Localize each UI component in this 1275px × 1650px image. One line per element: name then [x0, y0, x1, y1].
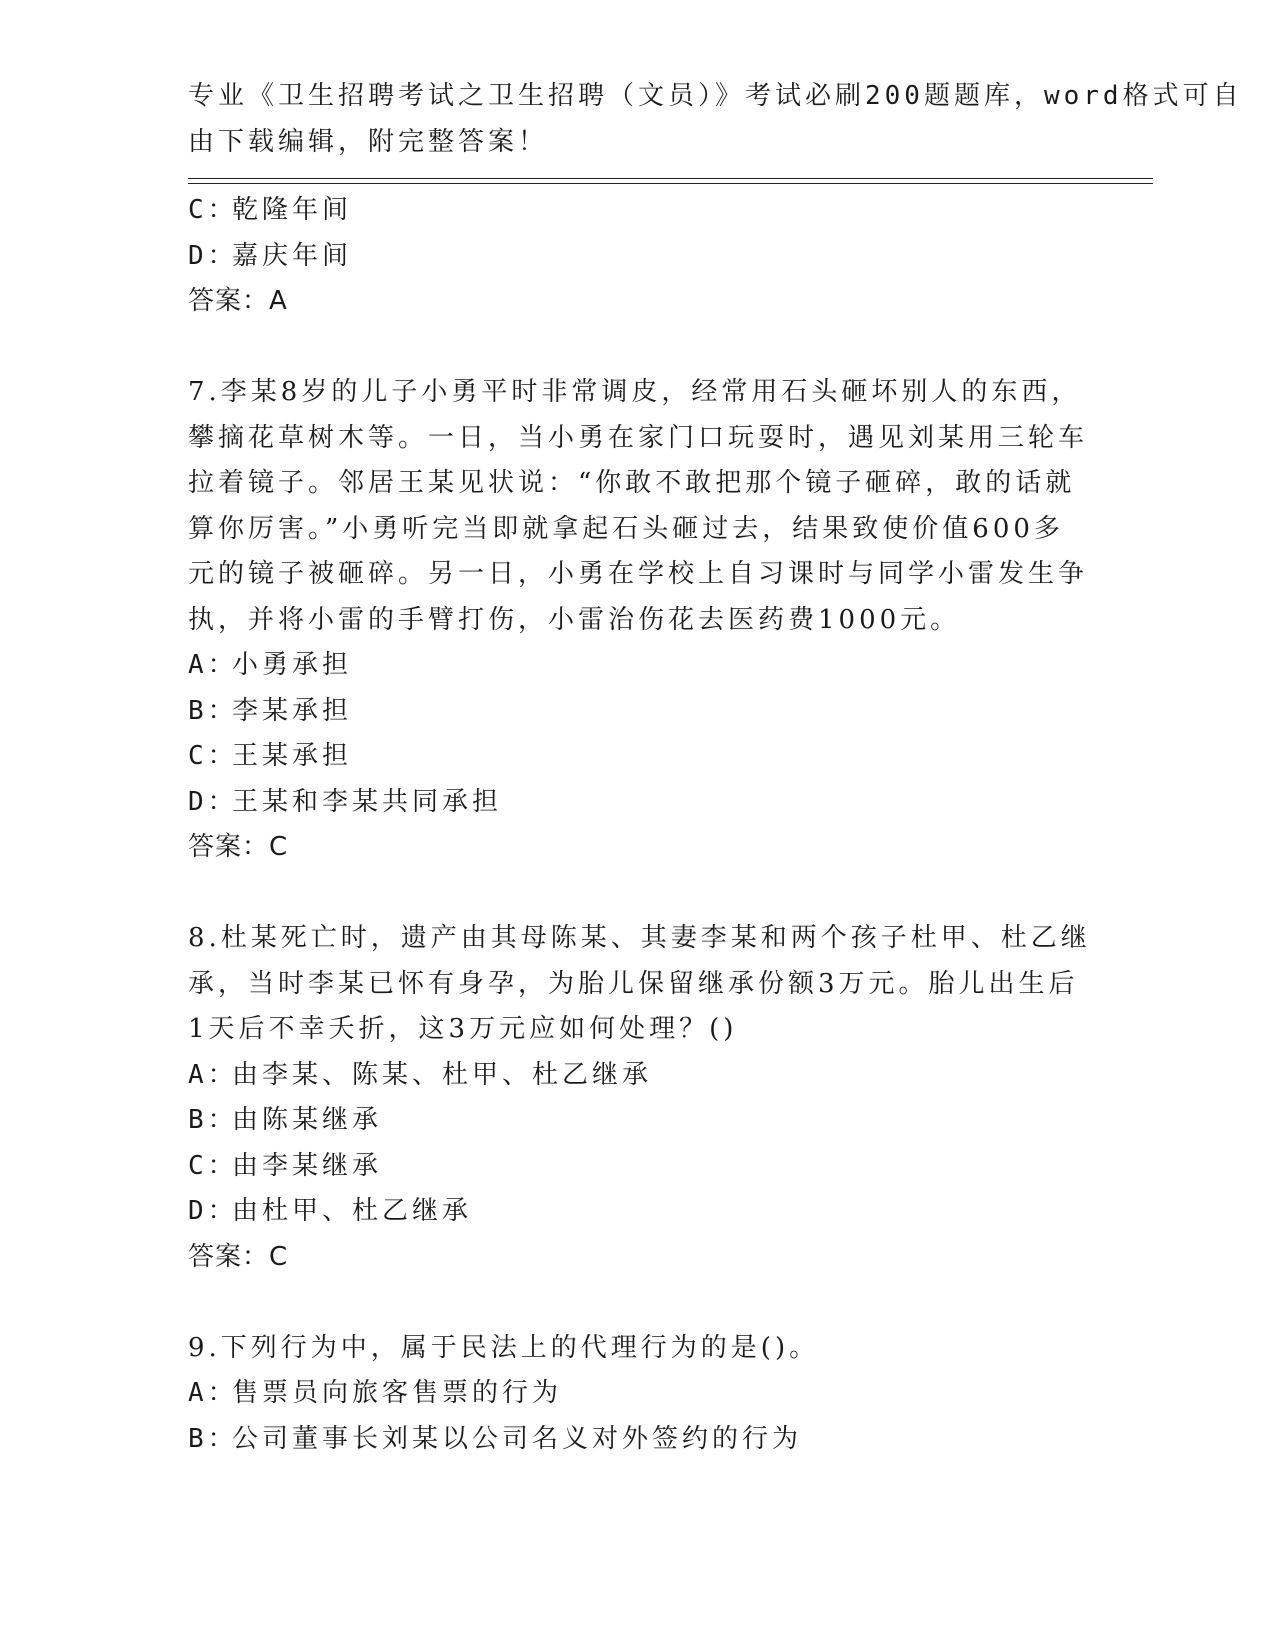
option-c: [188, 1144, 1068, 1190]
question-text-line: 7.李某8岁的儿子小勇平时非常调皮，经常用石头砸坏别人的东西，: [188, 377, 1082, 407]
option-key: B：: [188, 695, 238, 726]
header-line-2: 由下载编辑，附完整答案！: [188, 126, 549, 157]
question-content: [188, 188, 1091, 1462]
option-key: D：: [188, 240, 238, 271]
question-text-line: 8.杜某死亡时，遗产由其母陈某、其妻李某和两个孩子杜甲、杜乙继: [188, 923, 1091, 953]
option-key: D：: [188, 786, 238, 817]
option-text: 王某和李某共同承担: [232, 786, 503, 817]
option-d: [188, 1189, 1068, 1235]
option-text: 由杜甲、杜乙继承: [232, 1196, 473, 1226]
answer-line: 答案：C: [188, 1241, 289, 1272]
answer-line: 答案：A: [188, 286, 288, 316]
option-text: 由李某继承: [232, 1150, 383, 1181]
question-8: [188, 916, 1091, 1280]
header-line-1: 专业《卫生招聘考试之卫生招聘（文员）》考试必刷200题题库，word格式可自: [188, 81, 1243, 111]
question-6-tail: [188, 188, 1068, 325]
option-text: 王某承担: [232, 741, 353, 771]
option-text: 售票员向旅客售票的行为: [232, 1378, 563, 1408]
option-key: A：: [188, 1378, 238, 1408]
option-b: [188, 1417, 1068, 1463]
question-text-line: 承，当时李某已怀有身孕，为胎儿保留继承份额3万元。胎儿出生后: [188, 968, 1079, 999]
answer-line: 答案：C: [188, 832, 289, 862]
question-text-line: 元的镜子被砸碎。另一日，小勇在学校上自习课时与同学小雷发生争: [188, 559, 1089, 589]
option-text: 嘉庆年间: [232, 240, 353, 271]
question-9: [188, 1326, 1068, 1463]
option-text: 乾隆年间: [232, 195, 353, 225]
question-text-line: 拉着镜子。邻居王某见状说：“你敢不敢把那个镜子砸碎，敢的话就: [188, 468, 1076, 498]
question-text-line: 算你厉害。”小勇听完当即就拿起石头砸过去，结果致使价值600多: [188, 513, 1064, 544]
option-key: C：: [188, 1150, 238, 1181]
option-d: [188, 780, 1068, 826]
option-a: [188, 643, 1068, 689]
option-text: 由陈某继承: [232, 1105, 383, 1135]
option-text: 小勇承担: [232, 650, 353, 680]
option-key: B：: [188, 1423, 238, 1454]
question-text-line: 9.下列行为中，属于民法上的代理行为的是()。: [188, 1332, 820, 1363]
header-divider-top: [188, 178, 1153, 179]
option-text: 由李某、陈某、杜甲、杜乙继承: [232, 1059, 653, 1090]
question-text-line: 执，并将小雷的手臂打伤，小雷治伤花去医药费1000元。: [188, 604, 961, 635]
question-text-line: 攀摘花草树木等。一日，当小勇在家门口玩耍时，遇见刘某用三轮车: [188, 422, 1089, 453]
option-b: [188, 1098, 1068, 1144]
option-key: B：: [188, 1105, 238, 1135]
question-7: [188, 370, 1089, 871]
option-key: A：: [188, 1059, 238, 1090]
option-key: C：: [188, 195, 238, 225]
question-text-line: 1天后不幸夭折，这3万元应如何处理？(): [188, 1014, 738, 1044]
option-d: [188, 234, 1068, 280]
option-key: A：: [188, 650, 238, 680]
option-a: [188, 1053, 1068, 1099]
option-c: [188, 188, 1068, 234]
option-c: [188, 734, 1068, 780]
option-text: 公司董事长刘某以公司名义对外签约的行为: [232, 1423, 803, 1454]
option-key: C：: [188, 741, 238, 771]
option-key: D：: [188, 1196, 238, 1226]
option-text: 李某承担: [232, 695, 353, 726]
document-header: [188, 74, 1243, 165]
option-b: [188, 689, 1068, 735]
option-a: [188, 1371, 1068, 1417]
header-divider-bottom: [188, 183, 1153, 184]
